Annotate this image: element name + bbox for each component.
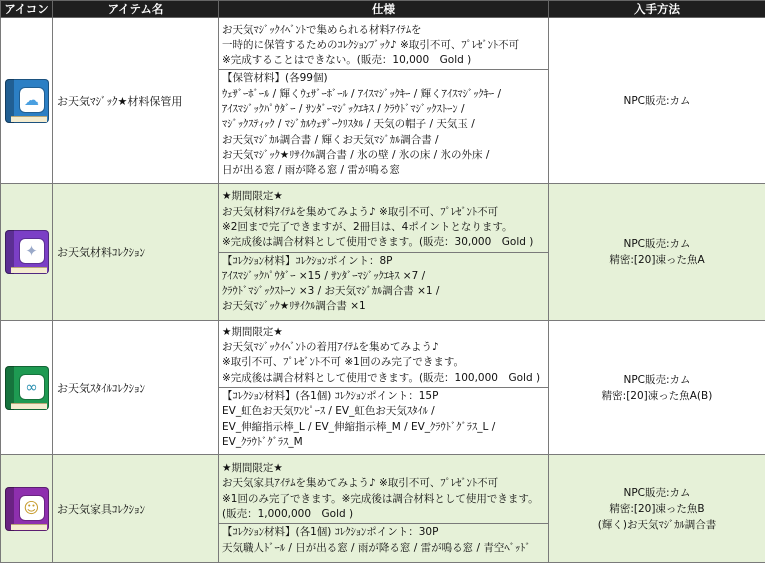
spec-line: お天気材料ｱｲﾃﾑを集めてみよう♪ ※取引不可、ﾌﾟﾚｾﾞﾝﾄ不可 xyxy=(222,205,499,218)
table-row xyxy=(1,321,765,455)
item-name: お天気ﾏｼﾞｯｸ★材料保管用 xyxy=(53,18,219,184)
weather-style-collection-book-icon xyxy=(2,362,52,414)
spec-line: 天気職人ﾄﾞｰﾙ / 日が出る窓 / 雨が降る窓 / 雷が鳴る窓 / 青空ﾍﾞｯﾄﾞ xyxy=(222,541,531,554)
book-cover xyxy=(5,366,49,410)
acquisition-line: 精密:[20]凍った魚B xyxy=(609,502,705,515)
spec-line: 【ｺﾚｸｼｮﾝ材料】(各1個) ｺﾚｸｼｮﾝポイント：15P xyxy=(222,390,439,402)
spec-materials xyxy=(219,387,548,451)
spec-materials xyxy=(219,523,548,557)
book-emblem: ∞ xyxy=(20,375,44,399)
book-cover xyxy=(5,487,49,531)
spec-description xyxy=(219,324,548,387)
spec-line: お天気家具ｱｲﾃﾑを集めてみよう♪ ※取引不可、ﾌﾟﾚｾﾞﾝﾄ不可 xyxy=(222,477,499,490)
spec-materials xyxy=(219,69,548,179)
spec-description xyxy=(219,22,548,70)
header-acquisition: 入手方法 xyxy=(549,1,765,18)
weather-furniture-collection-book-icon xyxy=(2,483,52,535)
spec-line: ｱｲｽﾏｼﾞｯｸﾊﾟｳﾀﾞｰ ×15 / ｻﾝﾀﾞｰﾏｼﾞｯｸｴｷｽ ×7 / xyxy=(222,269,426,282)
spec-line: ★期間限定★ xyxy=(222,190,283,203)
book-emblem: ✦ xyxy=(20,239,44,263)
weather-material-storage-book-icon xyxy=(2,75,52,127)
spec-line: お天気ﾏｼﾞｯｸｲﾍﾞﾝﾄで集められる材料ｱｲﾃﾑを xyxy=(222,23,422,36)
spec-line: 【保管材料】(各99個) xyxy=(222,72,328,85)
acquisition-cell xyxy=(549,18,765,184)
spec-line: ﾏｼﾞｯｸｽﾃｨｯｸ / ﾏｼﾞｶﾙｳｪｻﾞｰｸﾘｽﾀﾙ / 天気の帽子 / 天気玉 / xyxy=(222,118,475,131)
acquisition-line: (輝く)お天気ﾏｼﾞｶﾙ調合書 xyxy=(597,518,717,531)
spec-cell xyxy=(219,321,549,455)
table-row xyxy=(1,18,765,184)
spec-line: お天気ﾏｼﾞｶﾙ調合書 / 輝くお天気ﾏｼﾞｶﾙ調合書 / xyxy=(222,133,439,146)
spec-description xyxy=(219,188,548,251)
spec-line: 一時的に保管するためのｺﾚｸｼｮﾝﾌﾞｯｸ♪ ※取引不可、ﾌﾟﾚｾﾞﾝﾄ不可 xyxy=(222,38,520,51)
header-item-name: アイテム名 xyxy=(53,1,219,18)
book-emblem: ☁ xyxy=(20,88,44,112)
icon-cell xyxy=(1,321,53,455)
acquisition-cell xyxy=(549,455,765,563)
book-emblem: ☺ xyxy=(20,496,44,520)
spec-cell xyxy=(219,455,549,563)
book-pages xyxy=(11,116,47,122)
book-pages xyxy=(11,267,47,273)
item-name: お天気家具ｺﾚｸｼｮﾝ xyxy=(53,455,219,563)
spec-line: 【ｺﾚｸｼｮﾝ材料】ｺﾚｸｼｮﾝポイント：8P xyxy=(222,254,393,267)
spec-line: ｸﾗｳﾄﾞﾏｼﾞｯｸｽﾄｰﾝ ×3 / お天気ﾏｼﾞｶﾙ調合書 ×1 / xyxy=(222,285,440,298)
spec-line: (販売：1,000,000 Gold ) xyxy=(222,508,354,520)
book-pages xyxy=(11,524,47,530)
icon-cell xyxy=(1,184,53,321)
acquisition-line: NPC販売:カム xyxy=(623,94,691,107)
spec-cell xyxy=(219,18,549,184)
spec-line: ※完成後は調合材料として使用できます。(販売：100,000 Gold ) xyxy=(222,371,541,384)
spec-line: 日が出る窓 / 雨が降る窓 / 雷が鳴る窓 xyxy=(222,164,400,177)
spec-line: お天気ﾏｼﾞｯｸ★ﾘｻｲｸﾙ調合書 / 氷の壁 / 氷の床 / 氷の外床 / xyxy=(222,148,490,161)
spec-line: お天気ﾏｼﾞｯｸ★ﾘｻｲｸﾙ調合書 ×1 xyxy=(222,300,366,313)
table-row xyxy=(1,455,765,563)
spec-description xyxy=(219,460,548,523)
spec-line: EV_ｸﾗｳﾄﾞｸﾞﾗｽ_M xyxy=(222,435,303,448)
icon-cell xyxy=(1,455,53,563)
acquisition-cell xyxy=(549,184,765,321)
spec-line: EV_虹色お天気ﾜﾝﾋﾟｰｽ / EV_虹色お天気ｽﾀｲﾙ / xyxy=(222,405,435,418)
spec-cell xyxy=(219,184,549,321)
header-spec: 仕様 xyxy=(219,1,549,18)
weather-material-collection-book-icon xyxy=(2,226,52,278)
table-row xyxy=(1,184,765,321)
spec-line: ★期間限定★ xyxy=(222,325,283,338)
spec-line: ※取引不可、ﾌﾟﾚｾﾞﾝﾄ不可 ※1回のみ完了できます。 xyxy=(222,356,465,369)
book-cover xyxy=(5,230,49,274)
acquisition-line: 精密:[20]凍った魚A(B) xyxy=(601,389,713,402)
book-pages xyxy=(11,403,47,409)
spec-line: ※1回のみ完了できます。※完成後は調合材料として使用できます。 xyxy=(222,492,539,505)
item-name: お天気材料ｺﾚｸｼｮﾝ xyxy=(53,184,219,321)
spec-line: ★期間限定★ xyxy=(222,462,283,475)
spec-materials xyxy=(219,252,548,316)
spec-line: ※完成することはできない。(販売：10,000 Gold ) xyxy=(222,54,472,67)
spec-line: ※2回まで完了できますが、2冊目は、4ポイントとなります。 xyxy=(222,220,513,233)
item-name: お天気ｽﾀｲﾙｺﾚｸｼｮﾝ xyxy=(53,321,219,455)
acquisition-cell xyxy=(549,321,765,455)
spec-line: 【ｺﾚｸｼｮﾝ材料】(各1個) ｺﾚｸｼｮﾝポイント：30P xyxy=(222,526,439,539)
icon-cell xyxy=(1,18,53,184)
header-icon: アイコン xyxy=(1,1,53,18)
spec-line: ※完成後は調合材料として使用できます。(販売：30,000 Gold ) xyxy=(222,236,534,249)
spec-line: ｳｪｻﾞｰﾎﾞｰﾙ / 輝くｳｪｻﾞｰﾎﾞｰﾙ / ｱｲｽﾏｼﾞｯｸｷｰ / 輝くｱｲｽﾏｼﾞｯｸｷｰ / xyxy=(222,87,502,100)
spec-line: EV_伸縮指示棒_L / EV_伸縮指示棒_M / EV_ｸﾗｳﾄﾞｸﾞﾗｽ_L / xyxy=(222,420,496,433)
acquisition-line: NPC販売:カム xyxy=(623,373,691,386)
acquisition-line: NPC販売:カム xyxy=(623,238,691,250)
book-cover xyxy=(5,79,49,123)
spec-line: お天気ﾏｼﾞｯｸｲﾍﾞﾝﾄの着用ｱｲﾃﾑを集めてみよう♪ xyxy=(222,341,439,354)
spec-line: ｱｲｽﾏｼﾞｯｸﾊﾟｳﾀﾞｰ / ｻﾝﾀﾞｰﾏｼﾞｯｸｴｷｽ / ｸﾗｳﾄﾞﾏｼﾞｯｸｽﾄｰﾝ / xyxy=(222,103,465,115)
header-row xyxy=(1,1,765,18)
acquisition-line: 精密:[20]凍った魚A xyxy=(609,254,705,266)
acquisition-line: NPC販売:カム xyxy=(623,486,691,499)
